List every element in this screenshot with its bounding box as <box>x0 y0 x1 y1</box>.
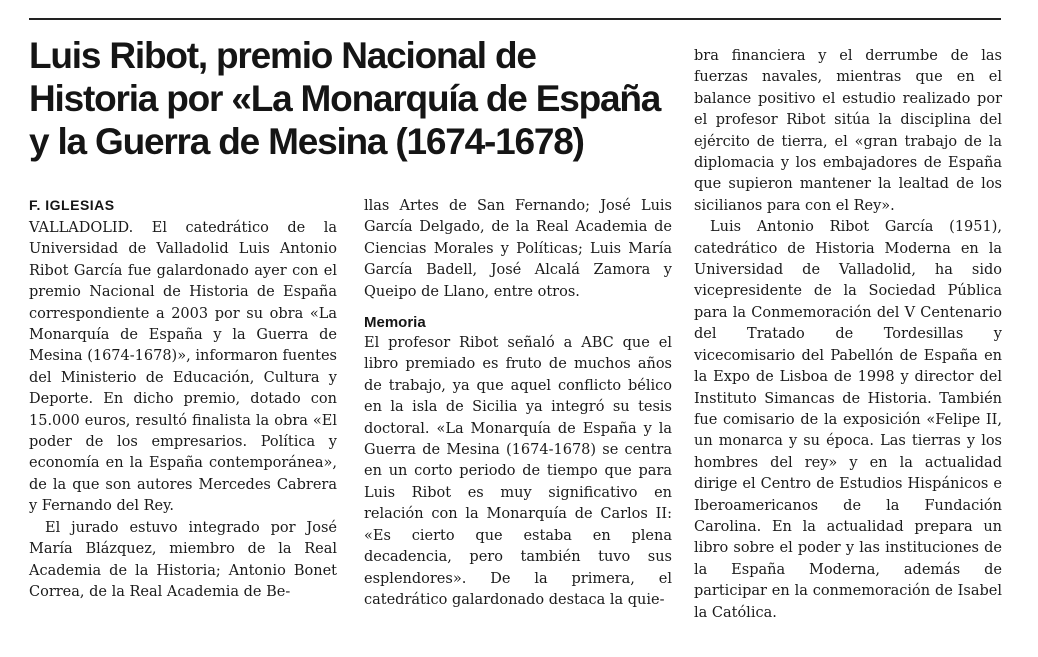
headline-line: Historia por «La Monarquía de España <box>29 78 661 119</box>
byline: F. IGLESIAS <box>29 197 115 213</box>
column-1 <box>29 218 337 603</box>
body-paragraph: El profesor Ribot señaló a ABC que el libro premiado es fruto de muchos años de trabajo, ya que aquel conflicto bélico en la isla de Sicilia ya integró su tesis doctoral. «La Monarquía de España y la Guerra de Mesina (1674-1678) se centra en un corto periodo de tiempo que para Luis Ribot es muy significativo en relación con la Monarquía de Carlos II: «Es cierto que estaba en plena decadencia, pero también tuvo sus esplendores». De la primera, el catedrático galardonado destaca la quie- <box>364 335 672 608</box>
section-subhead: Memoria <box>364 314 426 332</box>
body-paragraph: VALLADOLID. El catedrático de la Universidad de Valladolid Luis Antonio Ribot García fue galardonado ayer con el premio Nacional de Historia de España correspondiente a 2003 por su obra «La Monarquía de España y la Guerra de Mesina (1674-1678)», informaron fuentes del Ministerio de Educación, Cultura y Deporte. En dicho premio, dotado con 15.000 euros, resultó finalista la obra «El poder de los empresarios. Política y economía en la España contemporánea», de la que son autores Mercedes Cabrera y Fernando del Rey. <box>29 220 337 515</box>
headline-line: Luis Ribot, premio Nacional de <box>29 35 536 76</box>
body-paragraph: llas Artes de San Fernando; José Luis García Delgado, de la Real Academia de Ciencias Morales y Políticas; Luis María García Badell, José Alcalá Zamora y Queipo de Llano, entre otros. <box>364 198 672 300</box>
column-3 <box>694 46 1002 624</box>
body-paragraph: Luis Antonio Ribot García (1951), catedrático de Historia Moderna en la Universidad de Valladolid, ha sido vicepresidente de la Sociedad Pública para la Conmemoración del V Centenario del Tratado de Tordesillas y vicecomisario del Pabellón de España en la Expo de Lisboa de 1998 y director del Instituto Simancas de Historia. También fue comisario de la exposición «Felipe II, un monarca y su época. Las tierras y los hombres del rey» y en la actualidad dirige el Centro de Estudios Hispánicos e Iberoamericanos de la Fundación Carolina. En la actualidad prepara un libro sobre el poder y las instituciones de la España Moderna, además de participar en la conmemoración de Isabel la Católica. <box>694 219 1002 621</box>
headline <box>29 34 679 163</box>
body-paragraph: bra financiera y el derrumbe de las fuerzas navales, mientras que en el balance positivo el estudio realizado por el profesor Ribot sitúa la disciplina del ejército de tierra, el «gran trabajo de la diplomacia y los embajadores de España que supieron mantener la lealtad de los sicilianos para con el Rey». <box>694 48 1002 214</box>
headline-line: y la Guerra de Mesina (1674-1678) <box>29 121 584 162</box>
top-rule <box>29 18 1001 20</box>
body-paragraph: El jurado estuvo integrado por José María Blázquez, miembro de la Real Academia de la Historia; Antonio Bonet Correa, de la Real Academia de Be- <box>29 519 337 600</box>
column-2 <box>364 196 672 611</box>
